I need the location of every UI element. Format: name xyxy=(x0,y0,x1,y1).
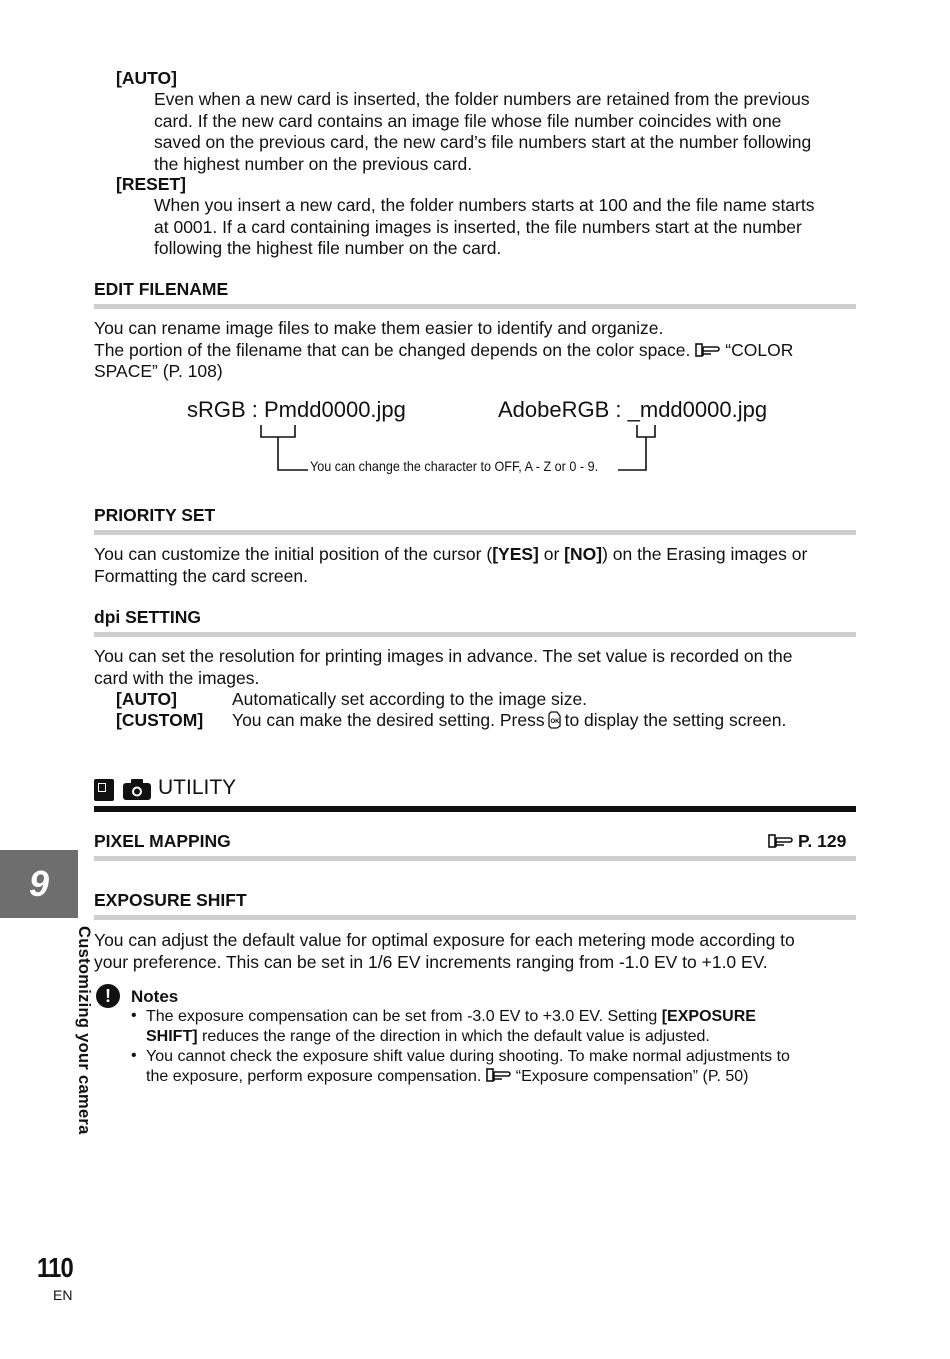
chapter-tab xyxy=(0,850,78,918)
text-line: You cannot check the exposure shift value during shooting. To make normal adjustments to xyxy=(146,1048,790,1065)
reference-link[interactable]: P. 129 xyxy=(798,831,847,851)
text-line: saved on the previous card, the new card’s file numbers start at the number following xyxy=(154,132,812,152)
text-line: You can adjust the default value for optimal exposure for each metering mode according to xyxy=(94,930,795,950)
text-line: Formatting the card screen. xyxy=(94,565,308,586)
text-line: Even when a new card is inserted, the folder numbers are retained from the previous xyxy=(154,89,810,109)
text-span: ) on the Erasing images or xyxy=(602,544,808,564)
section-rule xyxy=(94,856,856,861)
text-line xyxy=(94,544,864,566)
language-code: EN xyxy=(53,1287,73,1303)
adobergb-filename: AdobeRGB : _mdd0000.jpg xyxy=(498,397,768,422)
text-span-bold: [EXPOSURE xyxy=(661,1008,756,1025)
text-span: reduces the range of the direction in which the default value is adjusted. xyxy=(202,1028,710,1045)
reference-hand-icon xyxy=(486,1067,516,1083)
page-number: 110 xyxy=(37,1252,73,1283)
text-line xyxy=(94,340,864,362)
section-heading-edit-filename: EDIT FILENAME xyxy=(94,279,229,299)
utility-title: UTILITY xyxy=(158,776,237,799)
text-line: You can rename image files to make them easier to identify and organize. xyxy=(94,318,664,338)
text-line xyxy=(146,1067,866,1087)
section-heading-exposure-shift: EXPOSURE SHIFT xyxy=(94,890,247,910)
text-span: or xyxy=(538,544,565,564)
section-rule xyxy=(94,632,856,637)
section-rule-major xyxy=(94,806,856,812)
reference-link[interactable]: “Exposure compensation” (P. 50) xyxy=(515,1068,749,1085)
reference-hand-icon xyxy=(768,833,798,849)
note-item xyxy=(146,1007,866,1047)
reset-label: [RESET] xyxy=(116,174,186,194)
pixel-mapping-ref[interactable] xyxy=(768,831,846,852)
dpi-custom-text xyxy=(232,710,786,732)
section-heading-dpi-setting: dpi SETTING xyxy=(94,607,201,627)
section-heading-pixel-mapping: PIXEL MAPPING xyxy=(94,831,231,851)
notes-title: Notes xyxy=(131,987,179,1006)
section-rule xyxy=(94,304,856,309)
bullet-icon: • xyxy=(131,1047,137,1064)
diagram-note: You can change the character to OFF, A - Z or 0 - 9. xyxy=(310,458,599,474)
chapter-number: 9 xyxy=(28,863,50,904)
auto-label: [AUTO] xyxy=(116,68,177,88)
yes-label: [YES] xyxy=(492,544,539,564)
text-line: card. If the new card contains an image file whose file number coincides with one xyxy=(154,110,782,131)
dpi-auto-text: Automatically set according to the image size. xyxy=(232,689,588,709)
reset-description xyxy=(154,195,874,260)
text-span: to display the setting screen. xyxy=(564,710,787,730)
text-line: You can set the resolution for printing images in advance. The set value is recorded on the xyxy=(94,646,793,666)
reference-link[interactable]: SPACE” (P. 108) xyxy=(94,361,223,381)
priority-set-text xyxy=(94,544,864,587)
auto-description xyxy=(154,89,874,175)
text-line: at 0001. If a card containing images is inserted, the file numbers start at the number xyxy=(154,216,802,237)
bullet-icon: • xyxy=(131,1007,137,1024)
ok-button-icon xyxy=(548,711,562,729)
camera-icon xyxy=(122,779,152,801)
reference-link[interactable]: “COLOR xyxy=(725,339,794,360)
text-span-bold: SHIFT] xyxy=(146,1028,198,1045)
note-item xyxy=(146,1047,866,1087)
text-line xyxy=(146,1007,866,1027)
playback-icon xyxy=(94,779,114,801)
text-span: You can customize the initial position of the cursor ( xyxy=(94,544,493,564)
text-line: your preference. This can be set in 1/6 EV increments ranging from -1.0 EV to +1.0 EV. xyxy=(94,951,768,972)
text-span: The exposure compensation can be set from -3.0 EV to +3.0 EV. Setting xyxy=(146,1008,658,1025)
text-line xyxy=(146,1027,866,1047)
dpi-auto-label: [AUTO] xyxy=(116,689,177,709)
dpi-custom-label: [CUSTOM] xyxy=(116,710,204,730)
text-line: card with the images. xyxy=(94,667,260,688)
text-span: The portion of the filename that can be changed depends on the color space. xyxy=(94,339,691,360)
section-rule xyxy=(94,915,856,920)
srgb-filename: sRGB : Pmdd0000.jpg xyxy=(187,397,406,422)
text-line: When you insert a new card, the folder numbers starts at 100 and the file name starts xyxy=(154,195,815,215)
dpi-setting-text xyxy=(94,646,864,689)
text-line: the highest number on the previous card. xyxy=(154,153,473,174)
text-span: You can make the desired setting. Press xyxy=(232,710,545,730)
exposure-shift-text xyxy=(94,930,864,973)
reference-hand-icon xyxy=(695,342,725,358)
chapter-title: Customizing your camera xyxy=(75,926,93,1135)
edit-filename-text xyxy=(94,318,864,383)
section-rule xyxy=(94,530,856,535)
text-span: the exposure, perform exposure compensation. xyxy=(146,1068,482,1085)
warning-icon: ! xyxy=(96,984,120,1008)
text-line: following the highest file number on the card. xyxy=(154,238,502,258)
section-heading-priority-set: PRIORITY SET xyxy=(94,505,216,525)
no-label: [NO] xyxy=(564,544,603,564)
svg-text:OK: OK xyxy=(550,719,560,725)
